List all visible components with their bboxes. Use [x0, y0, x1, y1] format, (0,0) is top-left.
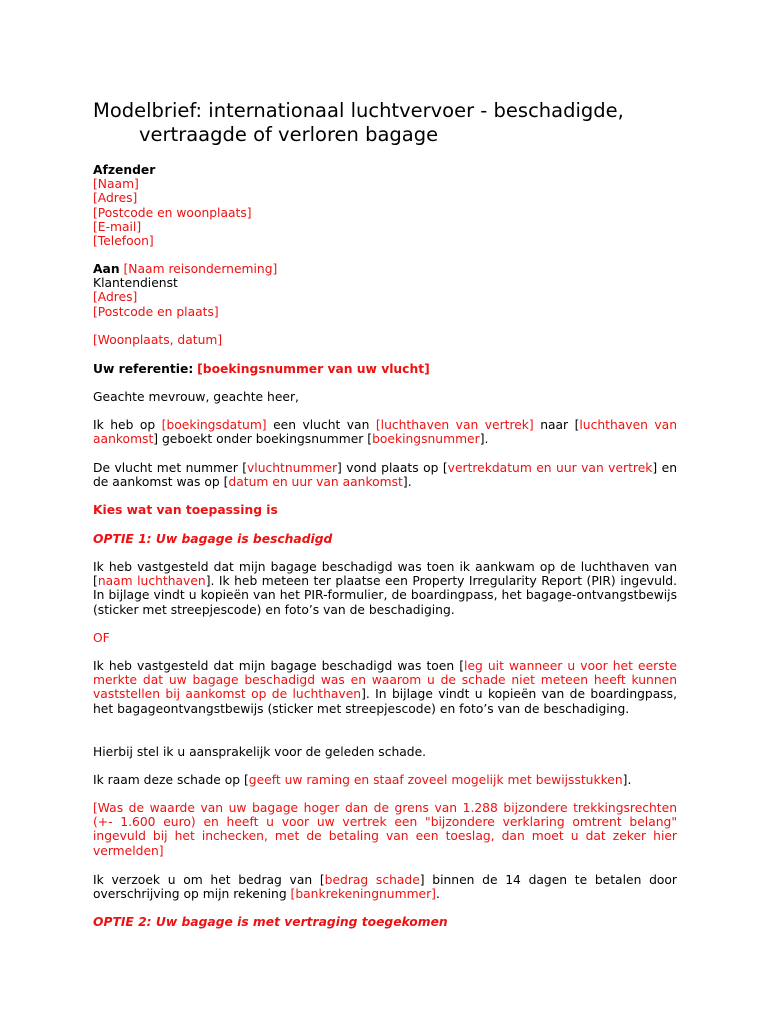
sender-email: [E-mail]: [93, 219, 142, 234]
option1-paragraph-1: Ik heb vastgesteld dat mijn bagage beschadigd was toen ik aankwam op de luchthaven van [naam luchthaven]. Ik heb meteen ter plaatse een Property Irregularity Report (PIR) ingevuld. In bijlage vindt u kopieën van het PIR-formulier, de boardingpass, het bagage-ontvangstbewijs (sticker met streepjescode) en foto’s van de beschadiging.: [93, 560, 677, 617]
document-title: [93, 99, 733, 147]
sender-heading: Afzender: [93, 163, 156, 177]
recipient-postal: [Postcode en plaats]: [93, 304, 219, 319]
payment-paragraph: Ik verzoek u om het bedrag van [bedrag schade] binnen de 14 dagen te betalen door overschrijving op mijn rekening [bankrekeningnummer].: [93, 873, 677, 902]
salutation: Geachte mevrouw, geachte heer,: [93, 390, 299, 404]
liability-paragraph: Hierbij stel ik u aansprakelijk voor de geleden schade.: [93, 745, 427, 759]
paragraph-booking: Ik heb op [boekingsdatum] een vlucht van [luchthaven van vertrek] naar [luchthaven van aankomst] geboekt onder boekingsnummer [boekingsnummer].: [93, 418, 678, 447]
reference-label: Uw referentie:: [93, 362, 194, 376]
recipient-address: [Adres]: [93, 290, 138, 305]
option2-heading: OPTIE 2: Uw bagage is met vertraging toegekomen: [93, 915, 448, 929]
estimate-paragraph: Ik raam deze schade op [geeft uw raming en staaf zoveel mogelijk met bewijsstukken].: [93, 773, 632, 787]
recipient-block: [93, 262, 677, 319]
sender-phone: [Telefoon]: [93, 234, 154, 249]
reference-value: [boekingsnummer van uw vlucht]: [197, 362, 430, 376]
choose-heading: Kies wat van toepassing is: [93, 503, 278, 517]
sender-block: [93, 163, 677, 248]
sender-name: [Naam]: [93, 177, 139, 192]
recipient-department: Klantendienst: [93, 276, 178, 291]
value-note-paragraph: [Was de waarde van uw bagage hoger dan de grens van 1.288 bijzondere trekkingsrechten (+- 1.600 euro) en heeft u voor uw vertrek een "bijzondere verklaring omtrent belang" ingevuld bij het inchecken, met de betaling van een toeslag, dan moet u dat zeker hier vermelden]: [93, 801, 677, 858]
sender-postal: [Postcode en woonplaats]: [93, 205, 252, 220]
recipient-heading: Aan: [93, 262, 120, 276]
paragraph-flight: De vlucht met nummer [vluchtnummer] vond plaats op [vertrekdatum en uur van vertrek] en de aankomst was op [datum en uur van aankomst].: [93, 461, 677, 490]
reference-line: [93, 362, 677, 376]
option1-heading: OPTIE 1: Uw bagage is beschadigd: [93, 532, 333, 546]
or-label: OF: [93, 631, 110, 645]
sender-address: [Adres]: [93, 191, 138, 206]
option1-paragraph-2: Ik heb vastgesteld dat mijn bagage beschadigd was toen [leg uit wanneer u voor het eerste merkte dat uw bagage beschadigd was en waarom u de schade niet meteen heeft kunnen vaststellen bij aankomst op de luchthaven]. In bijlage vindt u kopieën van de boardingpass, het bagageontvangstbewijs (sticker met streepjescode) en foto’s van de beschadiging.: [93, 659, 677, 716]
title-line-1: Modelbrief: internationaal luchtvervoer - beschadigde,: [93, 99, 624, 122]
place-date: [Woonplaats, datum]: [93, 333, 223, 347]
recipient-company: [Naam reisonderneming]: [123, 262, 278, 276]
title-line-2: vertraagde of verloren bagage: [139, 123, 439, 146]
